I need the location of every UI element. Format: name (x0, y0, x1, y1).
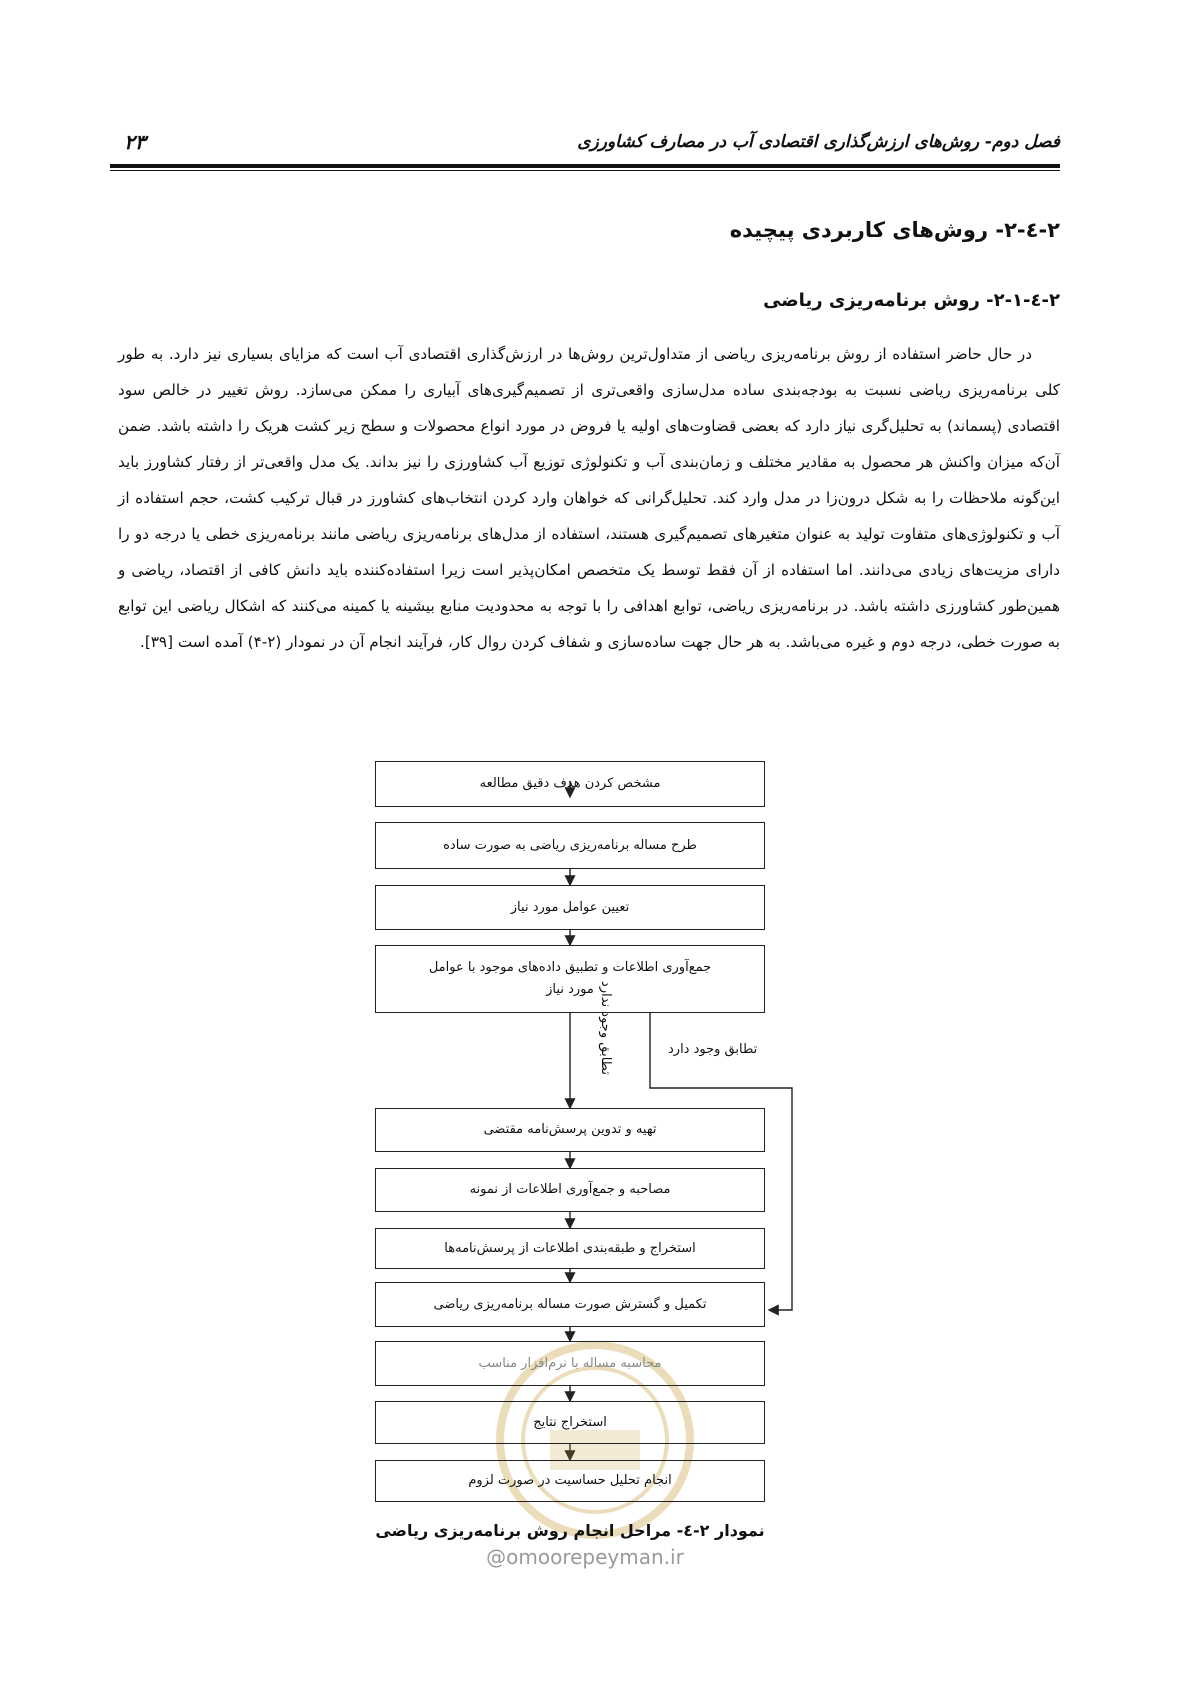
branch-label-match: تطابق وجود دارد (668, 1042, 758, 1057)
header-rule-thick (110, 164, 1060, 168)
branch-label-no-match: تطابق وجود ندارد (598, 981, 613, 1075)
flow-step-3: تعیین عوامل مورد نیاز (375, 885, 765, 930)
site-watermark: @omoorepeyman.ir (486, 1545, 684, 1569)
flow-step-6: مصاحبه و جمع‌آوری اطلاعات از نمونه (375, 1168, 765, 1212)
flow-step-2: طرح مساله برنامه‌ریزی ریاضی به صورت ساده (375, 822, 765, 869)
body-paragraph: در حال حاضر استفاده از روش برنامه‌ریزی ریاضی از متداول‌ترین روش‌ها در ارزش‌گذاری اقتصادی آب است که مزایای بسیاری نیز دارد. به طور کلی برنامه‌ریزی ریاضی نسبت به بودجه‌بندی ساده مدل‌سازی واقعی‌تری از تصمیم‌گیری‌های آبیاری را ممکن می‌سازد. روش تغییر در خالص سود اقتصادی (پسماند) به تحلیل‌گری نیاز دارد که بعضی قضاوت‌های اولیه یا فروض در مورد انواع محصولات و سطح زیر کشت هریک را داشته باشد. ضمن آن‌که میزان واکنش هر محصول به مقادیر مختلف و زمان‌بندی آب و تکنولوژی توزیع آب کشاورزی را نیز بداند. یک مدل واقعی‌تر از رفتار کشاورز باید این‌گونه ملاحظات را به شکل درون‌زا در مدل وارد کند. تحلیل‌گرانی که خواهان وارد کردن انتخاب‌های کشاورز در قبال ترکیب کشت، حجم استفاده از آب و تکنولوژی‌های متفاوت تولید به عنوان متغیرهای تصمیم‌گیری هستند، استفاده از مدل‌های برنامه‌ریزی ریاضی مانند برنامه‌ریزی خطی یا درجه دو را دارای مزیت‌های زیادی می‌دانند. اما استفاده از آن فقط توسط یک متخصص امکان‌پذیر است زیرا استفاده‌کننده باید دانش کافی از اقتصاد، ریاضی و همین‌طور کشاورزی داشته باشد. در برنامه‌ریزی ریاضی، توابع اهدافی را با توجه به محدودیت منابع بیشینه یا کمینه می‌کنند که اشکال ریاضی این توابع به صورت خطی، درجه دوم و غیره می‌باشد. به هر حال جهت ساده‌سازی و شفاف کردن روال کار، فرآیند انجام آن در نمودار (۲-۴) آمده است [۳۹]. (118, 345, 1060, 651)
page-header (110, 128, 1060, 168)
header-rule-thin (110, 170, 1060, 171)
flow-step-7: استخراج و طبقه‌بندی اطلاعات از پرسش‌نامه‌ها (375, 1228, 765, 1269)
flow-step-9: محاسبه مساله با نرم‌افزار مناسب (375, 1341, 765, 1386)
section-heading: ۲-٤-۲- روش‌های کاربردی پیچیده (729, 218, 1060, 242)
page-number: ۲۳ (124, 130, 146, 154)
chapter-title: فصل دوم- روش‌های ارزش‌گذاری اقتصادی آب در مصارف کشاورزی (577, 132, 1060, 152)
flow-step-10: استخراج نتایج (375, 1401, 765, 1444)
figure-caption: نمودار ۲-٤- مراحل انجام روش برنامه‌ریزی ریاضی (375, 1521, 765, 1540)
flow-step-11: انجام تحلیل حساسیت در صورت لزوم (375, 1460, 765, 1502)
flow-step-5: تهیه و تدوین پرسش‌نامه مقتضی (375, 1108, 765, 1152)
flow-step-4: جمع‌آوری اطلاعات و تطبیق داده‌های موجود با عوامل مورد نیاز (375, 945, 765, 1013)
subsection-heading: ۲-٤-۲-۱- روش برنامه‌ریزی ریاضی (763, 290, 1060, 311)
flow-step-1: مشخص کردن هدف دقیق مطالعه (375, 761, 765, 807)
flow-step-8: تکمیل و گسترش صورت مساله برنامه‌ریزی ریاضی (375, 1282, 765, 1327)
